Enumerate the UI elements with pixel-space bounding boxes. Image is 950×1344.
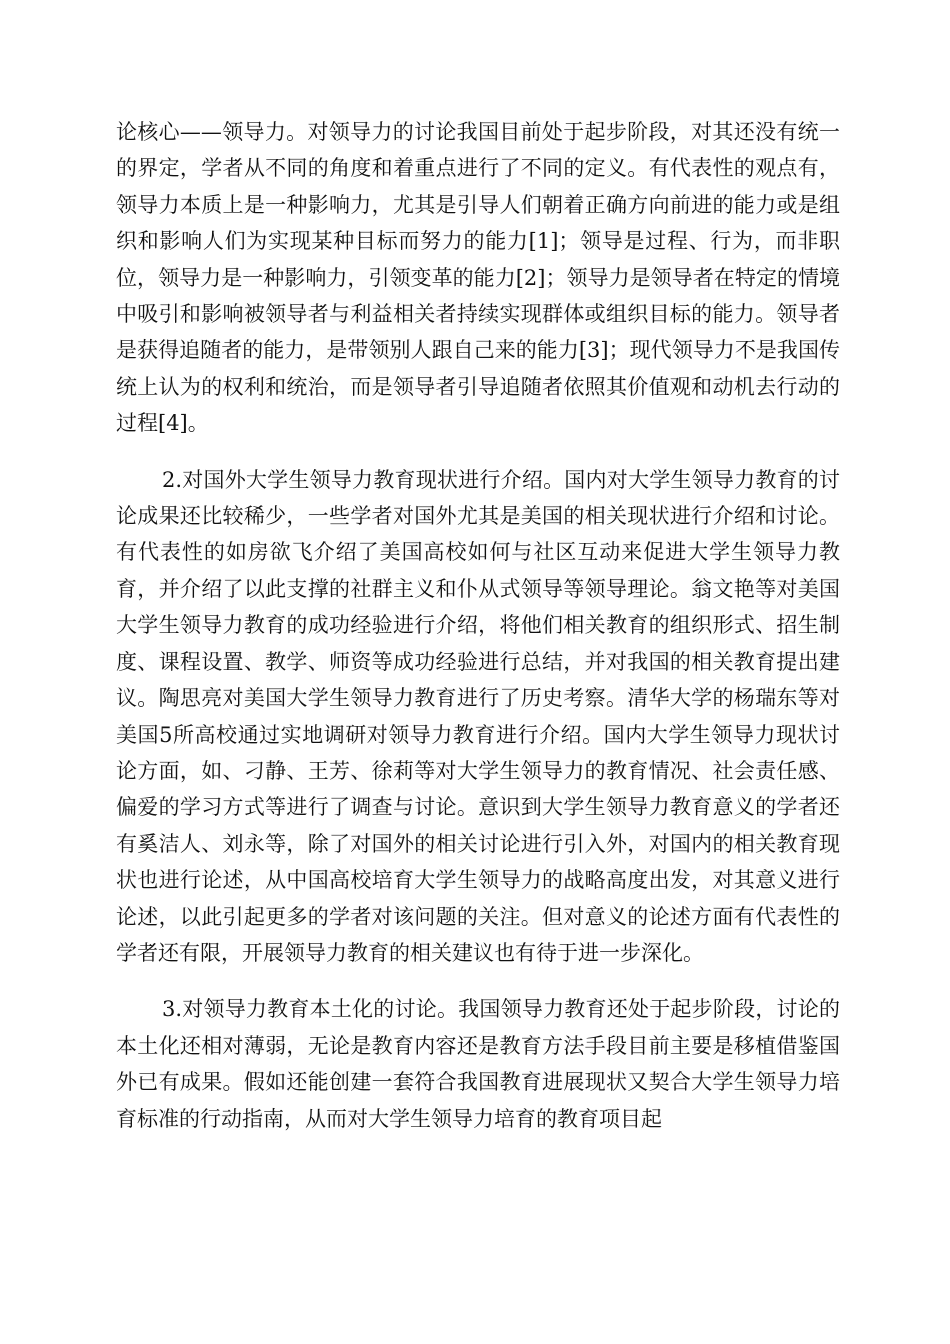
paragraph-leadership-definition: 论核心——领导力。对领导力的讨论我国目前处于起步阶段，对其还没有统一的界定，学者从不同的角度和着重点进行了不同的定义。有代表性的观点有，领导力本质上是一种影响力，尤其是引导人们朝着正确方向前进的能力或是组织和影响人们为实现某种目标而努力的能力[1]；领导是过程、行为，而非职位，领导力是一种影响力，引领变革的能力[2]；领导力是领导者在特定的情境中吸引和影响被领导者与利益相关者持续实现群体或组织目标的能力。领导者是获得追随者的能力，是带领别人跟自己来的能力[3]；现代领导力不是我国传统上认为的权利和统治，而是领导者引导追随者依照其价值观和动机去行动的过程[4]。 <box>116 120 840 436</box>
paragraph-foreign-education-status: 2.对国外大学生领导力教育现状进行介绍。国内对大学生领导力教育的讨论成果还比较稀少，一些学者对国外尤其是美国的相关现状进行介绍和讨论。有代表性的如房欲飞介绍了美国高校如何与社区互动来促进大学生领导力教育，并介绍了以此支撑的社群主义和仆从式领导等领导理论。翁文艳等对美国大学生领导力教育的成功经验进行介绍，将他们相关教育的组织形式、招生制度、课程设置、教学、师资等成功经验进行总结，并对我国的相关教育提出建议。陶思亮对美国大学生领导力教育进行了历史考察。清华大学的杨瑞东等对美国5所高校通过实地调研对领导力教育进行介绍。国内大学生领导力现状讨论方面，如、刁静、王芳、徐莉等对大学生领导力的教育情况、社会责任感、偏爱的学习方式等进行了调查与讨论。意识到大学生领导力教育意义的学者还有奚洁人、刘永等，除了对国外的相关讨论进行引入外，对国内的相关教育现状也进行论述，从中国高校培育大学生领导力的战略高度出发，对其意义进行论述，以此引起更多的学者对该问题的关注。但对意义的论述方面有代表性的学者还有限，开展领导力教育的相关建议也有待于进一步深化。 <box>116 467 840 965</box>
document-body <box>116 114 840 1137</box>
paragraph-localization-discussion: 3.对领导力教育本土化的讨论。我国领导力教育还处于起步阶段，讨论的本土化还相对薄弱，无论是教育内容还是教育方法手段目前主要是移植借鉴国外已有成果。假如还能创建一套符合我国教育进展现状又契合大学生领导力培育标准的行动指南，从而对大学生领导力培育的教育项目起 <box>116 997 840 1131</box>
